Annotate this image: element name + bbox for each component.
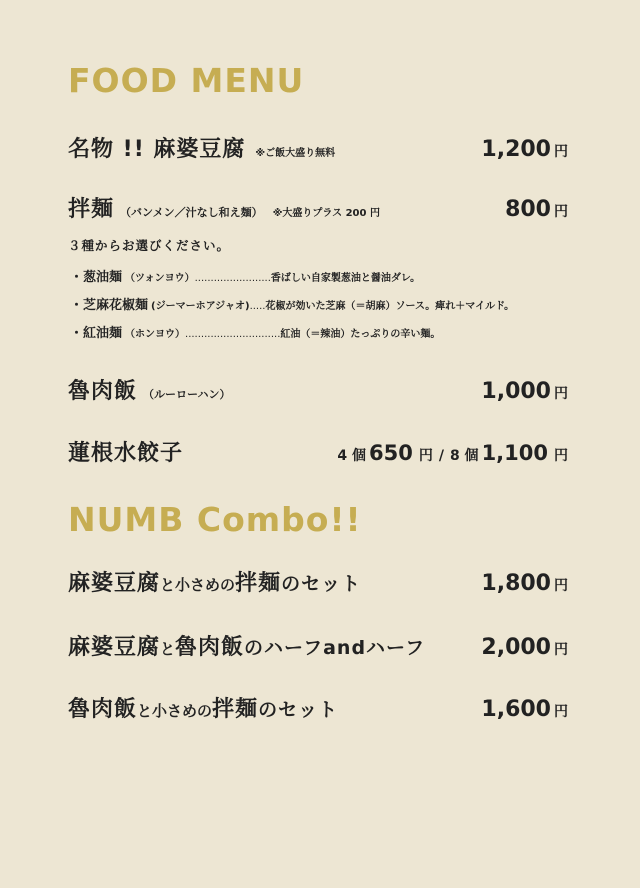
count-4: 4 個: [337, 448, 366, 464]
price-8: 1,100: [481, 441, 548, 465]
option-text: 香ばしい自家製葱油と醤油ダレ。: [270, 273, 421, 284]
menu-item-mapo: [68, 132, 568, 163]
yen-label: 円: [418, 448, 433, 464]
price-value: 1,600: [481, 697, 551, 722]
combo-connector: と: [160, 576, 176, 594]
option-reading: （ホンヨウ）: [125, 329, 186, 340]
yen-label: 円: [554, 144, 568, 160]
item-price: [481, 571, 568, 596]
menu-item-lurou: [68, 374, 568, 405]
combo-side: 拌麺: [212, 697, 259, 722]
combo-connector: と: [160, 640, 176, 658]
menu-item-gyoza: [68, 436, 568, 467]
option-leader: ........................: [194, 273, 271, 284]
yen-label: 円: [554, 704, 568, 720]
option-reading: （ツォンヨウ）: [125, 273, 195, 284]
item-subtitle: （ルーローハン）: [143, 388, 231, 401]
combo-modifier: 小さめの: [152, 702, 213, 720]
item-price: [481, 137, 568, 162]
option-name: ・芝麻花椒麺: [70, 298, 149, 313]
price-separator: /: [438, 448, 444, 464]
yen-label: 円: [554, 642, 568, 658]
option-text: 紅油（＝辣油）たっぷりの辛い麺。: [280, 329, 441, 340]
yen-label: 円: [554, 578, 568, 594]
item-price: [481, 635, 568, 660]
yen-label: 円: [554, 386, 568, 402]
combo-item: [68, 630, 568, 661]
item-note: ※大盛りプラス 200 円: [272, 208, 380, 219]
option-text: 花椒が効いた芝麻（＝胡麻）ソース。痺れ＋マイルド。: [265, 301, 515, 312]
combo-main: 麻婆豆腐: [68, 635, 161, 660]
item-price: [481, 379, 568, 404]
option-leader: ..............................: [185, 329, 281, 340]
item-name: 魯肉飯: [68, 379, 138, 404]
combo-suffix: のセット: [281, 573, 362, 595]
menu-item-banmen: [68, 192, 568, 223]
price-4: 650: [368, 441, 413, 465]
banmen-option: [70, 266, 600, 285]
combo-main: 麻婆豆腐: [68, 571, 161, 596]
item-subtitle: （バンメン／汁なし和え麺）: [120, 206, 263, 219]
combo-side: 拌麺: [235, 571, 282, 596]
option-reading: (ジーマーホアジャオ): [151, 301, 250, 312]
option-name: ・紅油麺: [70, 326, 123, 341]
yen-label: 円: [554, 448, 568, 464]
item-name: 拌麺: [68, 197, 115, 222]
price-value: 1,200: [481, 137, 551, 162]
item-price: [505, 197, 568, 222]
price-value: 1,800: [481, 571, 551, 596]
combo-suffix: のセット: [258, 699, 339, 721]
price-value: 800: [505, 197, 551, 222]
price-value: 2,000: [481, 635, 551, 660]
item-name: 名物 !! 麻婆豆腐: [68, 137, 246, 162]
item-price: [337, 441, 568, 465]
combo-connector: と: [137, 702, 153, 720]
price-value: 1,000: [481, 379, 551, 404]
banmen-option: [70, 294, 600, 313]
option-name: ・葱油麺: [70, 270, 123, 285]
banmen-option: [70, 322, 600, 341]
combo-suffix: のハーフandハーフ: [244, 637, 426, 659]
combo-title: NUMB Combo!!: [68, 500, 362, 539]
combo-modifier: 小さめの: [175, 576, 236, 594]
banmen-description: ３種からお選びください。: [68, 238, 231, 253]
yen-label: 円: [554, 204, 568, 220]
combo-main: 魯肉飯: [68, 697, 138, 722]
item-note: ※ご飯大盛り無料: [255, 148, 336, 159]
food-menu-title: FOOD MENU: [68, 61, 305, 100]
count-8: 8 個: [449, 448, 479, 464]
combo-item: [68, 566, 568, 597]
combo-side: 魯肉飯: [175, 635, 245, 660]
item-name: 蓮根水餃子: [68, 441, 184, 466]
combo-item: [68, 692, 568, 723]
item-price: [481, 697, 568, 722]
option-leader: .....: [249, 301, 266, 312]
